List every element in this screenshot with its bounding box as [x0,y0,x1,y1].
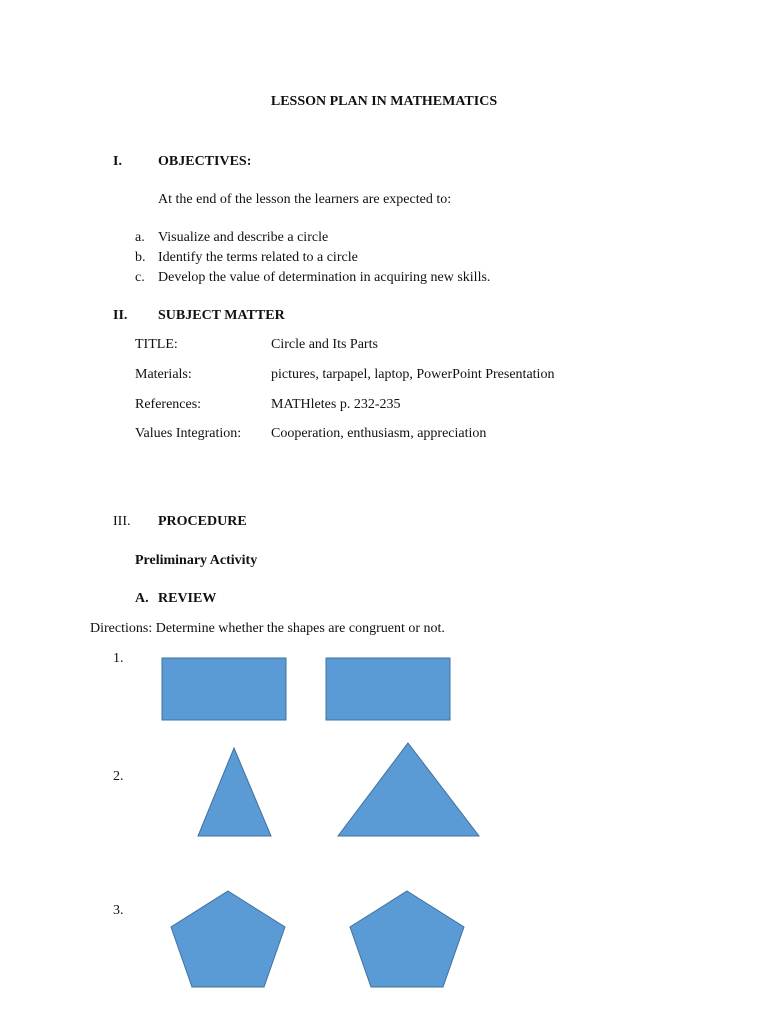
subject-matter-number: II. [113,308,128,323]
subject-label: Materials: [135,367,192,382]
procedure-heading: PROCEDURE [158,514,247,529]
rectangle-shape [162,658,286,720]
review-item-number: 1. [113,651,124,666]
review-heading: REVIEW [158,591,217,606]
subject-value: Cooperation, enthusiasm, appreciation [271,426,487,441]
triangle-shape [338,743,479,836]
review-directions: Directions: Determine whether the shapes are congruent or not. [90,621,445,636]
objectives-heading: OBJECTIVES: [158,154,252,169]
objective-marker: a. [135,230,145,245]
procedure-number: III. [113,514,131,529]
subject-label: TITLE: [135,337,178,352]
review-item-number: 2. [113,769,124,784]
rectangle-shape [326,658,450,720]
subject-value: Circle and Its Parts [271,337,378,352]
subject-value: pictures, tarpapel, laptop, PowerPoint Presentation [271,367,555,382]
objectives-intro: At the end of the lesson the learners are expected to: [158,192,452,207]
review-marker: A. [135,591,149,606]
objective-item: Identify the terms related to a circle [158,250,358,265]
pentagon-shape [171,891,285,987]
objective-marker: b. [135,250,146,265]
subject-value: MATHletes p. 232-235 [271,397,401,412]
review-item-number: 3. [113,903,124,918]
preliminary-activity-heading: Preliminary Activity [135,553,258,568]
pentagon-shape [350,891,464,987]
subject-matter-heading: SUBJECT MATTER [158,308,285,323]
objective-marker: c. [135,270,145,285]
objective-item: Develop the value of determination in acquiring new skills. [158,270,491,285]
objective-item: Visualize and describe a circle [158,230,329,245]
objectives-number: I. [113,154,122,169]
page-title: LESSON PLAN IN MATHEMATICS [270,94,498,109]
subject-label: References: [135,397,202,412]
subject-label: Values Integration: [135,426,242,441]
triangle-shape [198,748,271,836]
